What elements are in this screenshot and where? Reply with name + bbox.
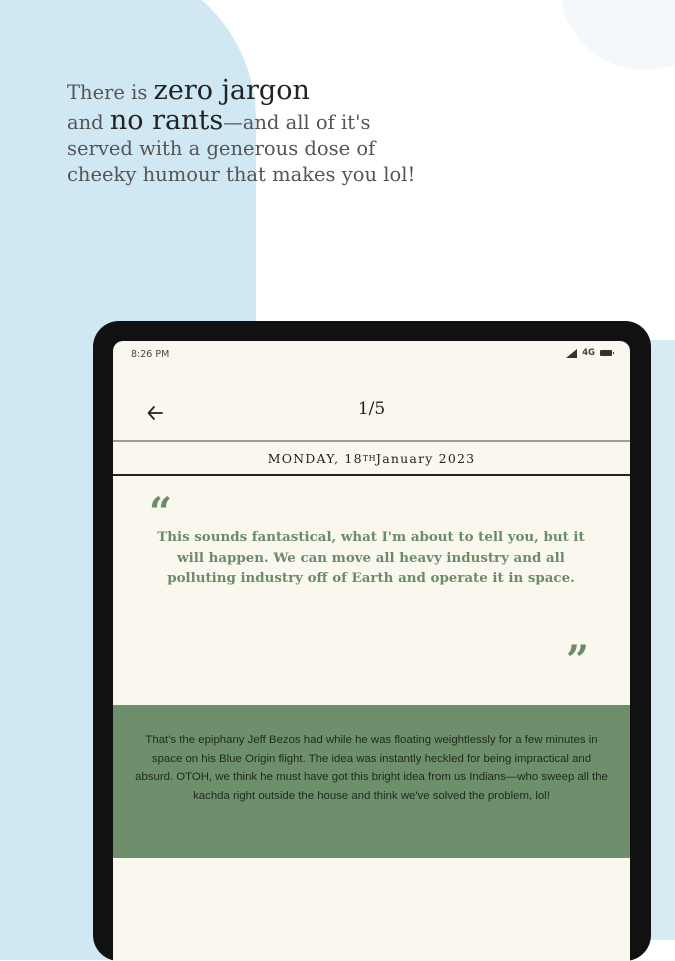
status-bar [113,341,630,365]
date-rest: January 2023 [376,450,476,466]
battery-icon [600,350,612,356]
background-circle [560,0,675,70]
open-quote-icon: “ [149,489,173,536]
headline-emphasis-1: zero jargon [153,75,310,106]
tablet-frame [93,321,651,961]
story-box [113,705,630,858]
close-quote-icon: ” [566,637,590,684]
date-suffix: TH [362,453,377,463]
tablet-screen [113,341,630,961]
headline-line-1: There is zero jargon [67,75,310,106]
promo-headline [67,75,487,188]
date-weekday: MONDAY, 18 [267,450,363,466]
headline-line-4: cheeky humour that makes you lol! [67,163,416,186]
signal-icon [566,349,577,358]
story-text: That's the epiphany Jeff Bezos had while he was floating weightlessly for a few minutes in space on his Blue Origin flight. The idea was instantly heckled for being impractical and absurd. OTOH, we think he must have got this bright idea from us Indians—who sweep all the kachda right outside the house and think we've solved the problem, lol! [135,734,608,802]
headline-emphasis-2: no rants [109,105,224,136]
page-counter: 1/5 [357,399,386,419]
network-label: 4G [582,348,595,358]
quote-text: This sounds fantastical, what I'm about to tell you, but it will happen. We can move all heavy industry and all polluting industry off of Earth and operate it in space. [157,529,585,586]
status-icons [566,348,612,358]
headline-line-2: and no rants—and all of it's [67,105,371,136]
date-bar [113,440,630,476]
status-time: 8:26 PM [131,349,170,360]
headline-line-3: served with a generous dose of [67,137,376,160]
